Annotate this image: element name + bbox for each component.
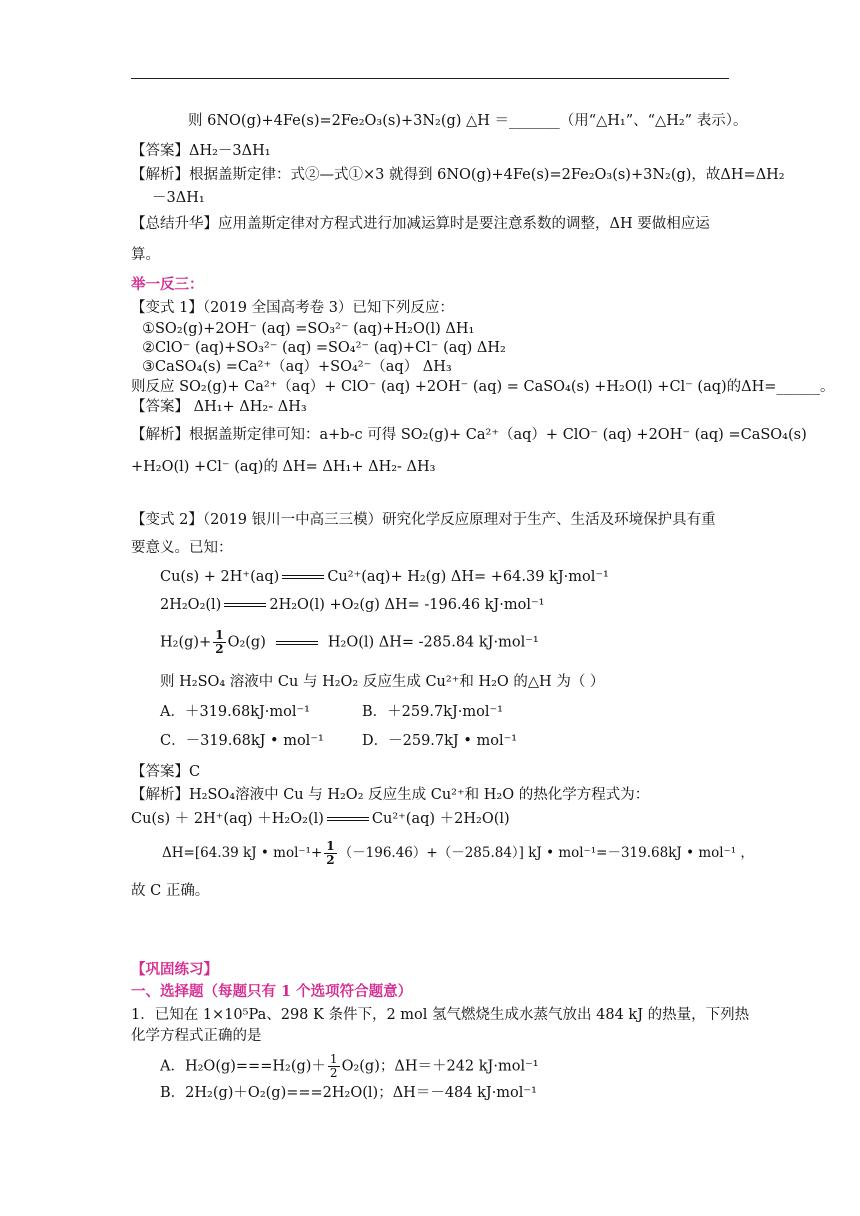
equation-3: H₂(g)+ $\frac{1}{2}$ O₂(g) H₂O(l) ΔH= -285.84 kJ·mol⁻¹ [160,628,539,656]
equilibrium-sign [224,603,266,607]
variant1-question: 则反应 SO₂(g)+ Ca²⁺（aq）+ ClO⁻ (aq) +2OH⁻ (aq) = CaSO₄(s) +H₂O(l) +Cl⁻ (aq)的ΔH=______。 [131,379,835,395]
conclusion-line: 故 C 正确。 [131,883,210,899]
thermo-equation: Cu(s) ＋ 2H⁺(aq) ＋H₂O₂(l) Cu²⁺(aq) ＋2H₂O(l) [131,811,510,827]
equilibrium-sign [276,641,318,645]
equilibrium-sign [282,575,324,579]
q1-option-b: B．2H₂(g)＋O₂(g)===2H₂O(l)；ΔH＝－484 kJ·mol⁻¹ [160,1085,537,1101]
equilibrium-sign [327,817,369,821]
option-c: C．－319.68kJ • mol⁻¹ [160,733,324,749]
question-1: 1．已知在 1×10⁵Pa、298 K 条件下，2 mol 氢气燃烧生成水蒸气放出 484 kJ 的热量，下列热 [131,1007,750,1023]
practice-heading: 【巩固练习】 [131,961,218,978]
variant2-title: 【变式 2】（2019 银川一中高三三模）研究化学反应原理对于生产、生活及环境保护具有重 [131,512,716,528]
reaction-1: ①SO₂(g)+2OH⁻ (aq) =SO₃²⁻ (aq)+H₂O(l) ΔH₁ [142,321,475,337]
section-heading: 举一反三： [131,276,204,293]
q1-option-a: A．H₂O(g)===H₂(g)＋ $\frac{1}{2}$ O₂(g)；ΔH＝＋242 kJ·mol⁻¹ [160,1052,539,1080]
answer-line: 【答案】ΔH₂－3ΔH₁ [131,143,271,159]
variant2-title-cont: 要意义。已知： [131,540,233,556]
equation-1: Cu(s) + 2H⁺(aq) Cu²⁺(aq)+ H₂(g) ΔH= +64.39 kJ·mol⁻¹ [160,569,609,585]
fraction-half: $\frac{1}{2}$ [329,1052,338,1080]
analysis-line: 【解析】根据盖斯定律：式②—式①×3 就得到 6NO(g)+4Fe(s)=2Fe₂O₃(s)+3N₂(g)，故ΔH=ΔH₂ [131,167,785,183]
summary-line-cont: 算。 [131,247,160,263]
fraction-half: $\frac{1}{2}$ [215,628,224,656]
variant1-analysis: 【解析】根据盖斯定律可知：a+b-c 可得 SO₂(g)+ Ca²⁺（aq）+ ClO⁻ (aq) +2OH⁻ (aq) =CaSO₄(s) [131,427,807,443]
variant2-question: 则 H₂SO₄ 溶液中 Cu 与 H₂O₂ 反应生成 Cu²⁺和 H₂O 的△H 为（ ） [160,674,605,690]
equation-2: 2H₂O₂(l) 2H₂O(l) +O₂(g) ΔH= -196.46 kJ·mol⁻¹ [160,597,545,613]
option-d: D．－259.7kJ • mol⁻¹ [362,733,518,749]
variant1-answer: 【答案】 ΔH₁+ ΔH₂- ΔH₃ [131,399,307,415]
variant2-answer: 【答案】C [131,764,201,780]
header-rule [131,78,729,79]
analysis-line-cont: －3ΔH₁ [152,190,205,206]
delta-h-calculation: ΔH=[64.39 kJ • mol⁻¹+ $\frac{1}{2}$ （－196.46）+（－285.84）] kJ • mol⁻¹=－319.68kJ • mol⁻¹ ， [162,839,754,867]
summary-line: 【总结升华】应用盖斯定律对方程式进行加减运算时是要注意系数的调整，ΔH 要做相应运 [131,216,710,232]
option-a: A．＋319.68kJ·mol⁻¹ [160,704,310,720]
question-tail: 则 6NO(g)+4Fe(s)=2Fe₂O₃(s)+3N₂(g) △H ＝_______（用“△H₁”、“△H₂” 表示）。 [188,113,748,129]
variant2-analysis: 【解析】H₂SO₄溶液中 Cu 与 H₂O₂ 反应生成 Cu²⁺和 H₂O 的热化学方程式为： [131,787,650,803]
reaction-2: ②ClO⁻ (aq)+SO₃²⁻ (aq) =SO₄²⁻ (aq)+Cl⁻ (aq) ΔH₂ [142,340,506,356]
variant1-analysis-cont: +H₂O(l) +Cl⁻ (aq)的 ΔH= ΔH₁+ ΔH₂- ΔH₃ [131,459,436,475]
variant1-title: 【变式 1】（2019 全国高考卷 3）已知下列反应： [131,300,454,316]
fraction-half: $\frac{1}{2}$ [326,839,335,867]
option-b: B．＋259.7kJ·mol⁻¹ [362,704,503,720]
question-1-cont: 化学方程式正确的是 [131,1028,262,1044]
choice-heading: 一、选择题（每题只有 1 个选项符合题意） [131,983,413,1000]
reaction-3: ③CaSO₄(s) =Ca²⁺（aq）+SO₄²⁻（aq） ΔH₃ [142,359,452,375]
